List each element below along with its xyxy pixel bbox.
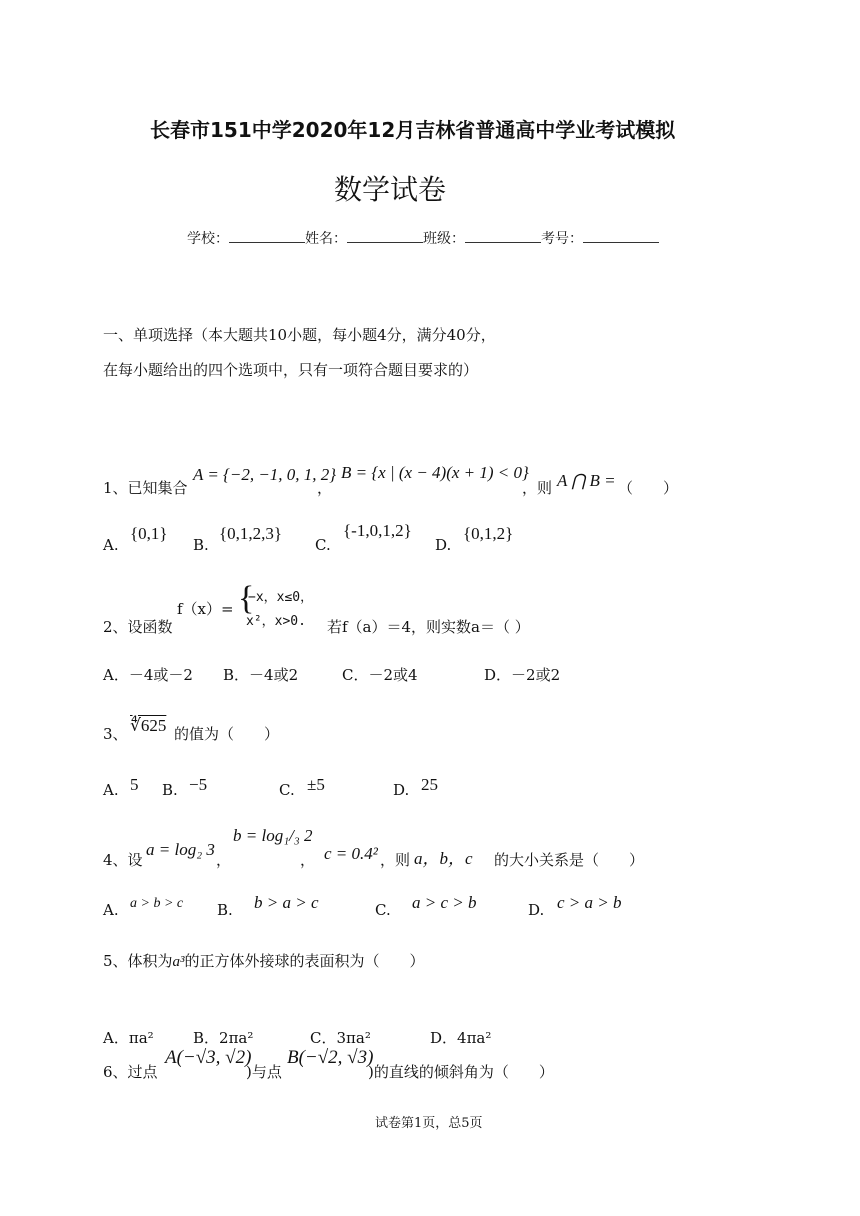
section-heading-line1: 一、单项选择（本大题共10小题，每小题4分，满分40分， — [103, 326, 496, 344]
q4-mid: ，则 — [380, 851, 411, 869]
q5-text — [103, 950, 425, 971]
q1-ask-prefix: ，则 — [522, 479, 553, 497]
q2-option-d: D．－2或2 — [484, 666, 561, 684]
q1-option-c: {-1,0,1,2} — [343, 521, 412, 540]
q4-option-a: a > b > c — [130, 896, 184, 911]
q3-option-a: 5 — [130, 775, 139, 794]
q1-option-c-label: C. — [315, 536, 331, 554]
q6-point-b: B(−√2, √3) — [287, 1047, 374, 1068]
q4-a-definition: a = log₂ 3 — [146, 840, 215, 859]
q4-c-definition: c = 0.4² — [324, 844, 378, 863]
q4-comma-2: ， — [300, 851, 316, 869]
page-footer: 试卷第1页，总5页 — [375, 1116, 483, 1131]
q2-option-b: B．－4或2 — [223, 666, 299, 684]
info-fields — [187, 228, 659, 248]
q1-option-b-label: B. — [193, 536, 209, 554]
school-blank[interactable] — [229, 228, 305, 243]
q2-piece-1: −x，x≤0， — [248, 590, 314, 605]
q3-expression: ∜625 — [130, 716, 167, 735]
exam-title: 长春市151中学2020年12月吉林省普通高中学业考试模拟 — [150, 118, 676, 142]
q6-ask: )的直线的倾斜角为（ ） — [368, 1063, 554, 1081]
q4-b-definition: b = log₁/₃ 2 — [233, 826, 313, 845]
q4-option-d: c > a > b — [557, 893, 622, 912]
name-label: 姓名： — [305, 231, 347, 247]
q2-piecewise-brace: { — [238, 580, 255, 617]
q1-set-b: B = {x | (x − 4)(x + 1) < 0} — [341, 463, 529, 482]
q5-option-d: D．4πa² — [430, 1029, 492, 1047]
q5-text-after: 的正方体外接球的表面积为（ ） — [184, 952, 425, 970]
class-blank[interactable] — [465, 228, 541, 243]
q1-option-d: {0,1,2} — [463, 524, 514, 543]
q4-prefix: 4、设 — [103, 851, 143, 869]
q2-prefix: 2、设函数 — [103, 618, 173, 636]
q3-option-c-label: C. — [279, 781, 295, 799]
q3-option-a-label: A. — [103, 781, 119, 799]
q4-option-d-label: D. — [528, 901, 545, 919]
q6-prefix: 6、过点 — [103, 1063, 158, 1081]
q1-option-a: {0,1} — [130, 524, 168, 543]
q2-option-a: A．－4或－2 — [103, 666, 193, 684]
q2-option-c: C．－2或4 — [342, 666, 418, 684]
q5-option-c: C．3πa² — [310, 1029, 371, 1047]
school-label: 学校： — [187, 231, 229, 247]
q6-point-a: A(−√3, √2) — [165, 1047, 252, 1068]
q5-option-b: B．2πa² — [193, 1029, 254, 1047]
q3-ask: 的值为（ ） — [174, 725, 280, 743]
q2-ask: 若f（a）＝4，则实数a＝（ ） — [327, 618, 530, 636]
q3-option-c: ±5 — [307, 775, 325, 794]
q5-option-a: A．πa² — [103, 1029, 154, 1047]
q5-variable: a³ — [172, 954, 185, 970]
name-blank[interactable] — [347, 228, 423, 243]
exam-subtitle: 数学试卷 — [334, 173, 447, 206]
q3-prefix: 3、 — [103, 725, 128, 743]
q3-option-d-label: D. — [393, 781, 410, 799]
q3-option-b-label: B. — [162, 781, 178, 799]
q4-option-c-label: C. — [375, 901, 391, 919]
q4-option-b: b > a > c — [254, 893, 319, 912]
q3-option-b: −5 — [189, 775, 208, 794]
exam-id-label: 考号： — [541, 231, 583, 247]
q2-piece-2: x²，x>0. — [246, 614, 306, 629]
section-heading-line2: 在每小题给出的四个选项中，只有一项符合题目要求的） — [103, 361, 479, 379]
q6-mid: )与点 — [246, 1063, 282, 1081]
q4-option-c: a > c > b — [412, 893, 477, 912]
q4-ask: 的大小关系是（ ） — [494, 851, 645, 869]
q4-option-a-label: A. — [103, 901, 119, 919]
q1-option-a-label: A. — [103, 536, 119, 554]
q1-option-b: {0,1,2,3} — [219, 524, 283, 543]
q3-option-d: 25 — [421, 775, 438, 794]
q1-answer-paren: （ ） — [618, 479, 679, 497]
q1-expression: A ⋂ B = — [557, 471, 616, 490]
q4-comma-1: ， — [216, 851, 232, 869]
q1-comma: ， — [317, 479, 333, 497]
q1-option-d-label: D. — [435, 536, 452, 554]
q2-function: f（x）= — [177, 600, 234, 618]
q4-option-b-label: B. — [217, 901, 233, 919]
q5-text-before: 5、体积为 — [103, 952, 173, 970]
exam-id-blank[interactable] — [583, 228, 659, 243]
class-label: 班级： — [423, 231, 465, 247]
q1-set-a: A = {−2, −1, 0, 1, 2} — [193, 465, 337, 484]
q4-vars: a，b，c — [414, 849, 473, 868]
q1-prefix: 1、已知集合 — [103, 479, 188, 497]
